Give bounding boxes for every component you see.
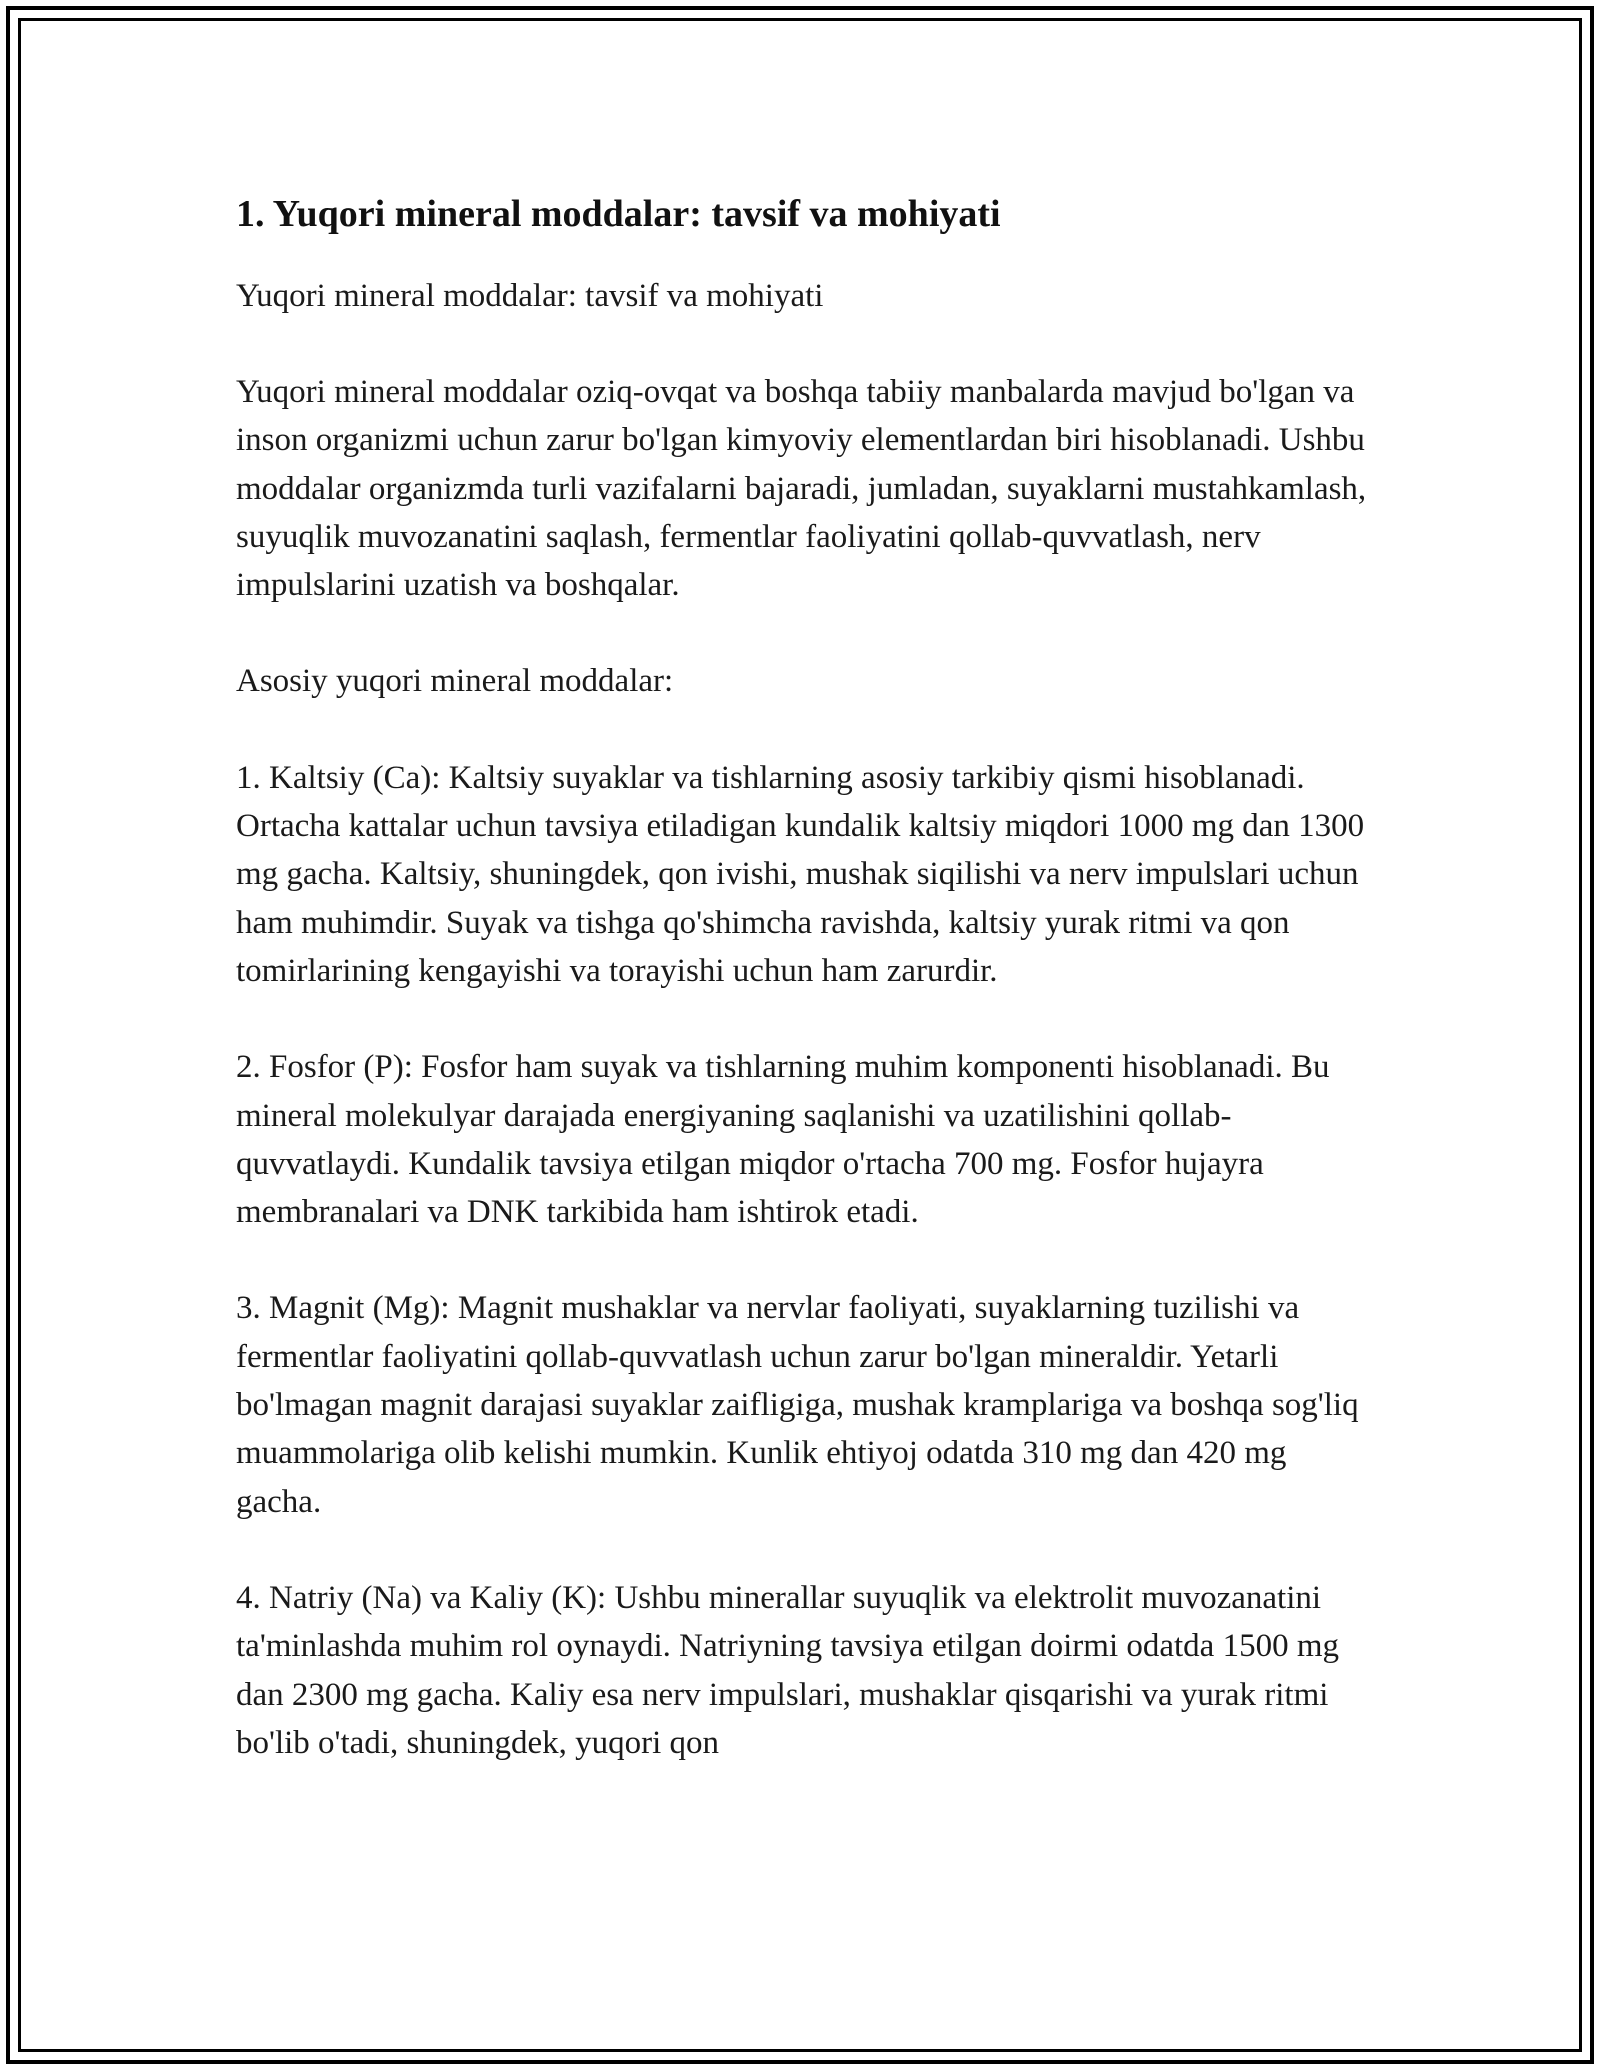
section-subtitle: Yuqori mineral moddalar: tavsif va mohiyati xyxy=(236,278,824,314)
section-heading: 1. Yuqori mineral moddalar: tavsif va mohiyati xyxy=(236,193,1001,235)
paragraph-sodium-potassium: 4. Natriy (Na) va Kaliy (K): Ushbu minerallar suyuqlik va elektrolit muvozanatini ta'minlashda muhim rol oynaydi. Natriyning tavsiya etilgan doirmi odatda 1500 mg dan 2300 mg gacha. Kaliy esa nerv impulslari, mushaklar qisqarishi va yurak ritmi bo'lib o'tadi, shuningdek, yuqori qon xyxy=(236,1579,1340,1761)
paragraph-calcium: 1. Kaltsiy (Ca): Kaltsiy suyaklar va tishlarning asosiy tarkibiy qismi hisoblanadi. Ortacha kattalar uchun tavsiya etiladigan kundalik kaltsiy miqdori 1000 mg dan 1300 mg gacha. Kaltsiy, shuningdek, qon ivishi, mushak siqilishi va nerv impulslari uchun ham muhimdir. Suyak va tishga qo'shimcha ravishda, kaltsiy yurak ritmi va qon tomirlarining kengayishi va torayishi uchun ham zarurdir. xyxy=(236,759,1365,989)
document-body xyxy=(236,190,1376,1815)
paragraph-list-heading: Asosiy yuqori mineral moddalar: xyxy=(236,663,674,700)
paragraph-magnesium: 3. Magnit (Mg): Magnit mushaklar va nervlar faoliyati, suyaklarning tuzilishi va fermentlar faoliyatini qollab-quvvatlash uchun zarur bo'lgan mineraldir. Yetarli bo'lmagan magnit darajasi suyaklar zaifligiga, mushak kramplariga va boshqa sog'liq muammolariga olib kelishi mumkin. Kunlik ehtiyoj odatda 310 mg dan 420 mg gacha. xyxy=(236,1290,1359,1520)
paragraph-phosphorus: 2. Fosfor (P): Fosfor ham suyak va tishlarning muhim komponenti hisoblanadi. Bu mineral molekulyar darajada energiyaning saqlanishi va uzatilishini qollab-quvvatlaydi. Kundalik tavsiya etilgan miqdor o'rtacha 700 mg. Fosfor hujayra membranalari va DNK tarkibida ham ishtirok etadi. xyxy=(236,1049,1330,1231)
paragraph-intro: Yuqori mineral moddalar oziq-ovqat va boshqa tabiiy manbalarda mavjud bo'lgan va inson organizmi uchun zarur bo'lgan kimyoviy elementlardan biri hisoblanadi. Ushbu moddalar organizmda turli vazifalarni bajaradi, jumladan, suyaklarni mustahkamlash, suyuqlik muvozanatini saqlash, fermentlar faoliyatini qollab-quvvatlash, nerv impulslarini uzatish va boshqalar. xyxy=(236,374,1367,604)
